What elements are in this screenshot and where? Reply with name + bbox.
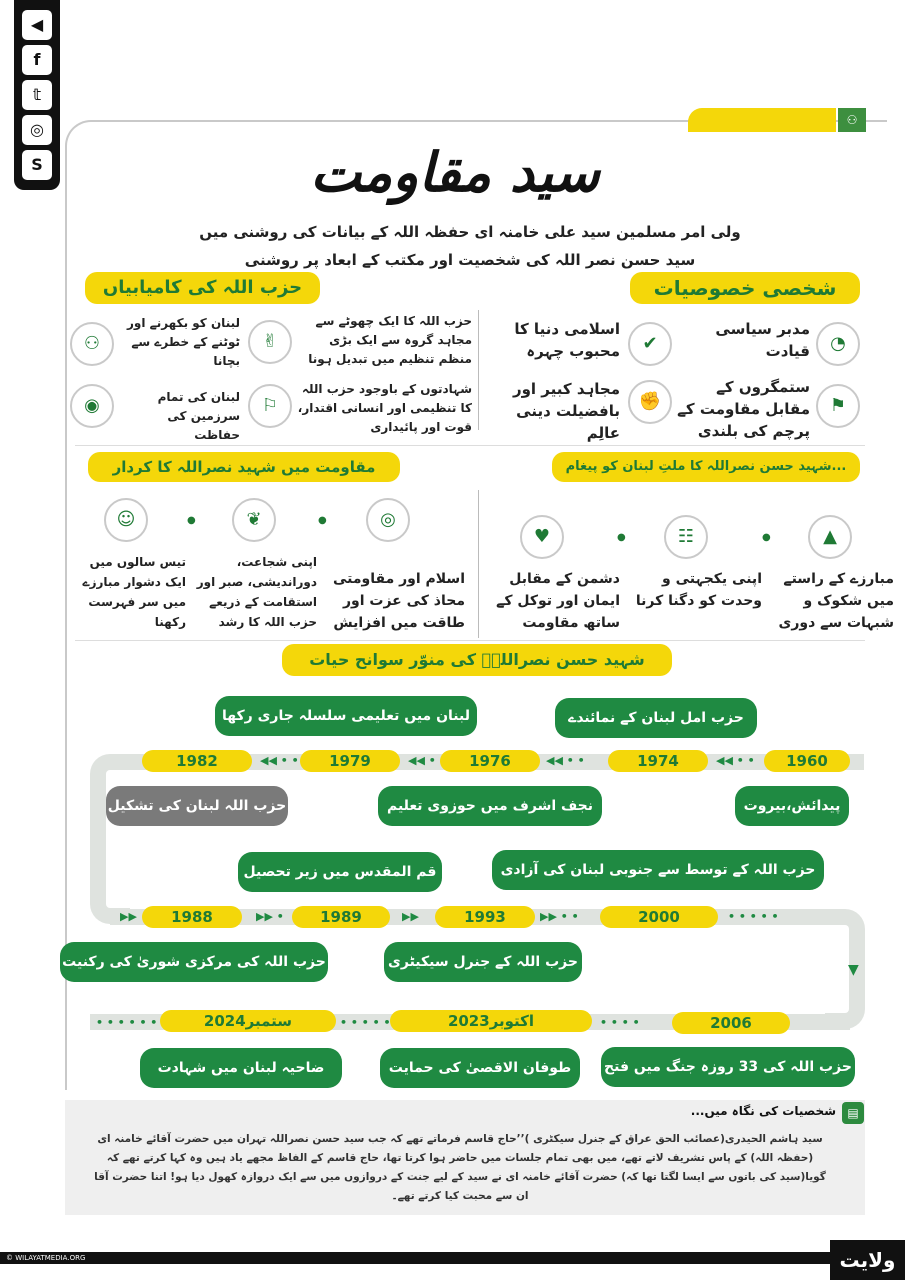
unity-icon: ⚇: [70, 322, 114, 366]
year-badge: اکتوبر2023: [390, 1010, 592, 1032]
trait-item: مجاہد کبیر اور بافضیلت دینی عالِم: [512, 380, 620, 442]
arrow-icon: ▶▶: [402, 910, 419, 923]
role-heading: مقاومت میں شہید نصراللہ کا کردار: [88, 452, 400, 482]
event-qom: قم المقدس میں زیر تحصیل: [238, 852, 442, 892]
arrow-icon: ◀◀ • •: [716, 754, 755, 767]
facebook-icon[interactable]: f: [22, 45, 52, 75]
arrow-icon: • • • • • •: [96, 1016, 158, 1029]
event-shura: حزب اللہ کی مرکزی شوریٰ کی رکنیت: [60, 942, 328, 982]
year-badge: 1988: [142, 906, 242, 928]
achievement-item: شہادتوں کے باوجود حزب اللہ کا تنظیمی اور انسانی اقتدار، قوت اور پائیداری: [297, 382, 472, 434]
page-title: سید مقاومت: [310, 140, 600, 204]
page-subtitle: [190, 218, 750, 274]
plant-hand-icon: ❦: [232, 498, 276, 542]
hezbollah-heading: حزب اللہ کی کامیابیاں: [85, 272, 320, 304]
arrow-icon: • • • • •: [340, 1016, 391, 1029]
event-33-day-war: حزب اللہ کی 33 روزہ جنگ میں فتح: [601, 1047, 855, 1087]
year-badge: 1989: [292, 906, 390, 928]
footer-site[interactable]: © WILAYATMEDIA.ORG: [6, 1254, 86, 1262]
event-al-aqsa: طوفان الاقصیٰ کی حمایت: [380, 1048, 580, 1088]
network-icon: ⚇: [838, 108, 866, 132]
instagram-icon[interactable]: ◎: [22, 115, 52, 145]
subtitle-line-2: سید حسن نصر اللہ کی شخصیت اور مکتب کے ابعاد پر روشنی: [244, 251, 696, 269]
arrow-up-icon: ▲: [808, 515, 852, 559]
year-badge: 1960: [764, 750, 850, 772]
separator-dot: ●: [617, 532, 626, 543]
summit-flag-icon: ⚑: [816, 384, 860, 428]
telegram-icon[interactable]: ◀: [22, 10, 52, 40]
event-najaf: نجف اشرف میں حوزوی تعلیم: [378, 786, 602, 826]
separator-dot: ●: [762, 532, 771, 543]
compass-icon: ◔: [816, 322, 860, 366]
twitter-icon[interactable]: 𝕥: [22, 80, 52, 110]
trait-item: اسلامی دنیا کا محبوب چہرہ: [514, 320, 620, 360]
timeline-heading: شہید حسن نصراللہؒ کی منوّر سوانح حیات: [282, 644, 672, 676]
timeline-road-curve: [90, 754, 130, 924]
role-item: تیس سالوں میں ایک دشوار مبارزے میں سر فہرست رکھنا: [82, 555, 186, 629]
divider: [478, 310, 479, 430]
trait-item: مدبر سیاسی قیادت: [715, 320, 810, 360]
top-tab: [688, 108, 836, 132]
divider: [75, 445, 865, 446]
check-icon: ✔: [628, 322, 672, 366]
quote-text: سید ہاشم الحیدری(عصائب الحق عراق کے جنرل سیکٹری )’’حاج قاسم فرماتے تھے کہ جب سید حسن نصراللہ تہران میں حضرت آقائے خامنہ ای (حفظہ اللہ) کے پاس تشریف لاتے تھے، میں بھی تمام جلسات میں حاضر ہوا کرتا تھا، حاج قاسم کے الفاظ مجھے یاد ہیں وہ کہا کرتے تھے کہ گویا(سید کی باتوں سے ایسا لگتا تھا کہ) حضرت آقائے خامنہ ای نے سید کے لیے جنت کے دروازوں میں سے ایک دروازہ کھول دیا ہو! اتنا حضرت آقا ان سے محبت کیا کرتے تھے۔: [94, 1133, 826, 1202]
group-icon: ☷: [664, 515, 708, 559]
person-target-icon: ☺: [104, 498, 148, 542]
footer-bar: [0, 1252, 905, 1264]
year-badge: 2000: [600, 906, 718, 928]
role-item: اپنی شجاعت، دوراندیشی، صبر اور استقامت کے ذریعے حزب اللہ کا رشد: [196, 555, 317, 629]
event-secretary: حزب اللہ کے جنرل سیکیٹری: [384, 942, 582, 982]
arrow-icon: ◀◀ • •: [260, 754, 299, 767]
trait-item: ستمگروں کے مقابل مقاومت کے پرچم کی بلندی: [677, 378, 810, 440]
message-item: اپنی یکجہتی و وحدت کو دگنا کرنا: [635, 571, 762, 609]
event-birth: پیدائش،بیروت: [735, 786, 849, 826]
separator-dot: ●: [318, 515, 327, 526]
document-icon: ▤: [842, 1102, 864, 1124]
year-badge: 2006: [672, 1012, 790, 1034]
location-pin-icon: ◉: [70, 384, 114, 428]
fist-icon: ✊: [628, 380, 672, 424]
message-heading: شہید حسن نصراللہ کا ملتِ لبنان کو پیغام...: [552, 452, 860, 482]
quote-heading: شخصیات کی نگاہ میں...: [690, 1104, 836, 1118]
subtitle-line-1: ولی امر مسلمین سید علی خامنہ ای حفظہ اللہ کے بیانات کی روشنی میں: [199, 223, 741, 241]
brand-logo: ولایت: [830, 1240, 905, 1280]
arrow-icon: ▶▶ •: [256, 910, 284, 923]
arrow-icon: • • • • •: [728, 910, 779, 923]
year-badge: 1976: [440, 750, 540, 772]
year-badge: 1974: [608, 750, 708, 772]
arrow-icon: ◀◀ •: [408, 754, 436, 767]
role-item: اسلام اور مقاومتی محاذ کی عزت اور طاقت میں افزایش: [332, 571, 465, 631]
achievement-item: لبنان کو بکھرنے اور ٹوٹنے کے خطرے سے بچانا: [127, 316, 240, 368]
separator-dot: ●: [187, 515, 196, 526]
achievement-item: لبنان کی تمام سرزمین کی حفاظت: [157, 390, 240, 442]
message-item: مبارزے کے راستے میں شکوک و شبہات سے دوری: [778, 571, 894, 631]
event-amal: حزب امل لبنان کے نمائندے: [555, 698, 757, 738]
event-martyrdom: ضاحیہ لبنان میں شہادت: [140, 1048, 342, 1088]
timeline-road-curve: [825, 909, 865, 1029]
victory-hand-icon: ✌: [248, 320, 292, 364]
handshake-icon: ♥: [520, 515, 564, 559]
social-bar: [14, 0, 60, 190]
year-badge: 1982: [142, 750, 252, 772]
arrow-icon: ▶▶ • •: [540, 910, 579, 923]
arrow-icon: • • • •: [600, 1016, 640, 1029]
achievement-item: حزب اللہ کا ایک چھوٹے سے مجاہد گروہ سے ایک بڑی منظم تنظیم میں تبدیل ہونا: [308, 314, 472, 366]
arrow-icon: ◀◀ • •: [546, 754, 585, 767]
year-badge: 1993: [435, 906, 535, 928]
event-formation: حزب اللہ لبنان کی تشکیل: [106, 786, 288, 826]
traits-heading: شخصی خصوصیات: [630, 272, 860, 304]
message-item: دشمن کے مقابل ایمان اور توکل کے ساتھ مقاومت: [496, 571, 620, 631]
event-liberation: حزب اللہ کے توسط سے جنوبی لبنان کی آزادی: [492, 850, 824, 890]
event-lebanon-education: لبنان میں تعلیمی سلسلہ جاری رکھا: [215, 696, 477, 736]
year-badge: 1979: [300, 750, 400, 772]
year-badge: ستمبر2024: [160, 1010, 336, 1032]
s-icon[interactable]: S: [22, 150, 52, 180]
divider: [75, 640, 865, 641]
divider: [478, 490, 479, 638]
arrow-down-icon: ▼: [848, 962, 859, 978]
flag-icon: ⚐: [248, 384, 292, 428]
arrow-icon: ▶▶: [120, 910, 137, 923]
target-icon: ◎: [366, 498, 410, 542]
